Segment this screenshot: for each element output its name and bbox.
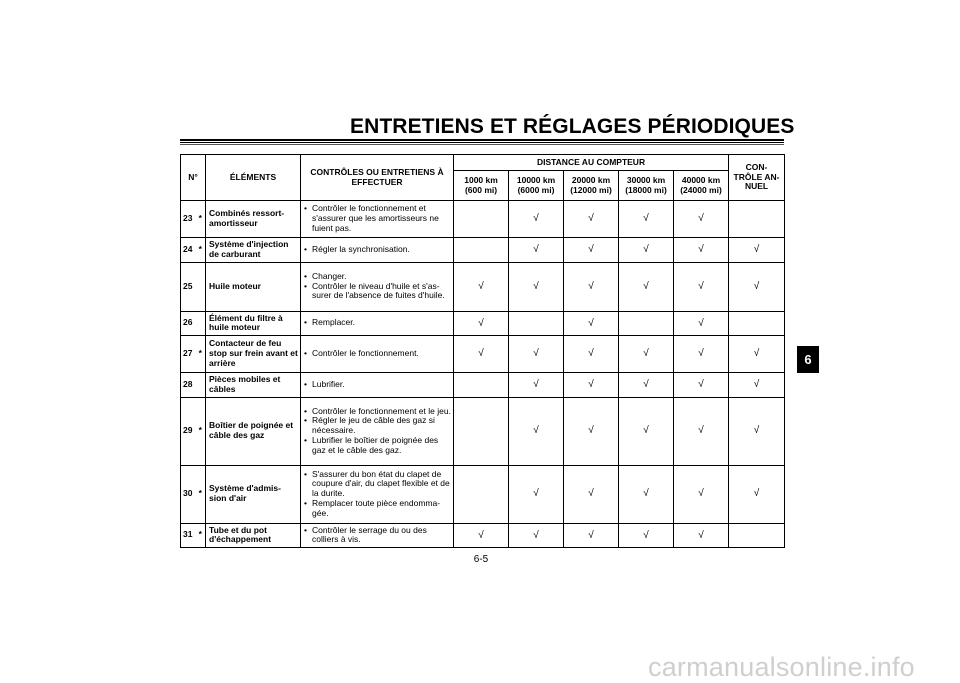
row-number: 27 bbox=[181, 336, 196, 373]
table-body bbox=[181, 201, 785, 548]
check-distance-3: √ bbox=[564, 336, 619, 373]
title-rule-2 bbox=[180, 142, 784, 143]
table-row bbox=[181, 373, 785, 398]
table-row bbox=[181, 201, 785, 238]
check-distance-5: √ bbox=[674, 311, 729, 336]
control-item: • Contrôler le fonctionnement. bbox=[304, 349, 451, 359]
row-dealer-mark bbox=[196, 262, 206, 311]
row-controls bbox=[301, 262, 454, 311]
header-dist-2: 10000 km (6000 mi) bbox=[509, 171, 564, 201]
control-item: • Remplacer. bbox=[304, 318, 451, 328]
control-item: • Changer. bbox=[304, 272, 451, 282]
row-element: Combinés ressort-amortisseur bbox=[206, 201, 301, 238]
row-controls bbox=[301, 336, 454, 373]
check-annual: √ bbox=[729, 336, 785, 373]
check-distance-3: √ bbox=[564, 465, 619, 523]
header-dist-3: 20000 km (12000 mi) bbox=[564, 171, 619, 201]
controls-list bbox=[304, 272, 451, 301]
title-rule bbox=[180, 139, 784, 141]
control-item: • Remplacer toute pièce endomma-gée. bbox=[304, 499, 451, 519]
check-distance-1: √ bbox=[454, 311, 509, 336]
header-elements: ÉLÉMENTS bbox=[206, 155, 301, 201]
controls-list bbox=[304, 526, 451, 546]
row-dealer-mark: * bbox=[196, 397, 206, 465]
table-row bbox=[181, 523, 785, 548]
row-dealer-mark: * bbox=[196, 465, 206, 523]
header-num: N° bbox=[181, 155, 206, 201]
check-distance-4: √ bbox=[619, 238, 674, 263]
row-number: 26 bbox=[181, 311, 196, 336]
check-distance-1 bbox=[454, 238, 509, 263]
check-distance-2: √ bbox=[509, 373, 564, 398]
control-item: • S'assurer du bon état du clapet de coupure d'air, du clapet flexible et de la durite. bbox=[304, 470, 451, 499]
table-row bbox=[181, 336, 785, 373]
check-distance-4: √ bbox=[619, 201, 674, 238]
check-distance-4: √ bbox=[619, 397, 674, 465]
row-number: 25 bbox=[181, 262, 196, 311]
row-element: Tube et du pot d'échappement bbox=[206, 523, 301, 548]
check-distance-5: √ bbox=[674, 373, 729, 398]
check-distance-1 bbox=[454, 373, 509, 398]
check-distance-4: √ bbox=[619, 336, 674, 373]
check-distance-3: √ bbox=[564, 523, 619, 548]
check-annual: √ bbox=[729, 397, 785, 465]
row-element: Contacteur de feu stop sur frein avant et arrière bbox=[206, 336, 301, 373]
chapter-tab: 6 bbox=[797, 346, 819, 373]
check-distance-3: √ bbox=[564, 373, 619, 398]
row-controls bbox=[301, 373, 454, 398]
row-dealer-mark: * bbox=[196, 238, 206, 263]
table-row bbox=[181, 465, 785, 523]
control-item: • Lubrifier. bbox=[304, 380, 451, 390]
check-distance-2: √ bbox=[509, 238, 564, 263]
table-row bbox=[181, 397, 785, 465]
check-annual: √ bbox=[729, 262, 785, 311]
check-distance-5: √ bbox=[674, 397, 729, 465]
check-distance-2 bbox=[509, 311, 564, 336]
controls-list bbox=[304, 470, 451, 519]
check-distance-3: √ bbox=[564, 238, 619, 263]
row-element: Pièces mobiles et câbles bbox=[206, 373, 301, 398]
page-title: ENTRETIENS ET RÉGLAGES PÉRIODIQUES bbox=[350, 115, 795, 138]
check-distance-1 bbox=[454, 201, 509, 238]
controls-list bbox=[304, 349, 451, 359]
check-distance-4: √ bbox=[619, 465, 674, 523]
row-dealer-mark: * bbox=[196, 336, 206, 373]
row-number: 29 bbox=[181, 397, 196, 465]
row-element: Huile moteur bbox=[206, 262, 301, 311]
check-distance-1 bbox=[454, 397, 509, 465]
check-distance-3: √ bbox=[564, 311, 619, 336]
check-distance-2: √ bbox=[509, 201, 564, 238]
page-number: 6-5 bbox=[473, 554, 489, 565]
check-distance-2: √ bbox=[509, 262, 564, 311]
control-item: • Contrôler le serrage du ou des colliers à vis. bbox=[304, 526, 451, 546]
check-distance-4: √ bbox=[619, 262, 674, 311]
row-number: 23 bbox=[181, 201, 196, 238]
check-distance-3: √ bbox=[564, 262, 619, 311]
header-dist-1: 1000 km (600 mi) bbox=[454, 171, 509, 201]
check-distance-5: √ bbox=[674, 238, 729, 263]
check-annual bbox=[729, 523, 785, 548]
control-item: • Contrôler le fonctionnement et s'assurer que les amortisseurs ne fuient pas. bbox=[304, 204, 451, 233]
row-number: 31 bbox=[181, 523, 196, 548]
check-annual bbox=[729, 311, 785, 336]
row-controls bbox=[301, 201, 454, 238]
row-element: Système d'injection de carburant bbox=[206, 238, 301, 263]
row-element: Système d'admis-sion d'air bbox=[206, 465, 301, 523]
row-controls bbox=[301, 397, 454, 465]
controls-list bbox=[304, 245, 451, 255]
check-distance-3: √ bbox=[564, 201, 619, 238]
row-element: Boîtier de poignée et câble des gaz bbox=[206, 397, 301, 465]
header-dist-5: 40000 km (24000 mi) bbox=[674, 171, 729, 201]
check-annual: √ bbox=[729, 373, 785, 398]
controls-list bbox=[304, 407, 451, 456]
row-dealer-mark bbox=[196, 311, 206, 336]
control-item: • Contrôler le niveau d'huile et s'as-surer de l'absence de fuites d'huile. bbox=[304, 282, 451, 302]
row-controls bbox=[301, 465, 454, 523]
control-item: • Contrôler le fonctionnement et le jeu. bbox=[304, 407, 451, 417]
header-controls: CONTRÔLES OU ENTRETIENS À EFFECTUER bbox=[301, 155, 454, 201]
check-distance-1 bbox=[454, 465, 509, 523]
controls-list bbox=[304, 318, 451, 328]
check-distance-4 bbox=[619, 311, 674, 336]
check-distance-5: √ bbox=[674, 465, 729, 523]
check-distance-5: √ bbox=[674, 523, 729, 548]
check-distance-1: √ bbox=[454, 336, 509, 373]
check-distance-2: √ bbox=[509, 336, 564, 373]
check-distance-5: √ bbox=[674, 336, 729, 373]
check-annual: √ bbox=[729, 465, 785, 523]
control-item: • Régler la synchronisation. bbox=[304, 245, 451, 255]
check-distance-4: √ bbox=[619, 523, 674, 548]
check-annual: √ bbox=[729, 238, 785, 263]
controls-list bbox=[304, 204, 451, 233]
header-annual: CON- TRÔLE AN- NUEL bbox=[729, 155, 785, 201]
check-distance-4: √ bbox=[619, 373, 674, 398]
check-annual bbox=[729, 201, 785, 238]
table-row bbox=[181, 238, 785, 263]
check-distance-1: √ bbox=[454, 262, 509, 311]
table-row bbox=[181, 311, 785, 336]
check-distance-3: √ bbox=[564, 397, 619, 465]
title-rule-3 bbox=[180, 144, 784, 145]
row-dealer-mark: * bbox=[196, 523, 206, 548]
check-distance-2: √ bbox=[509, 465, 564, 523]
row-controls bbox=[301, 238, 454, 263]
maintenance-table bbox=[180, 154, 785, 548]
control-item: • Régler le jeu de câble des gaz si nécessaire. bbox=[304, 416, 451, 436]
header-dist-4: 30000 km (18000 mi) bbox=[619, 171, 674, 201]
control-item: • Lubrifier le boîtier de poignée des gaz et le câble des gaz. bbox=[304, 436, 451, 456]
row-controls bbox=[301, 311, 454, 336]
row-element: Élément du filtre à huile moteur bbox=[206, 311, 301, 336]
check-distance-2: √ bbox=[509, 397, 564, 465]
row-controls bbox=[301, 523, 454, 548]
check-distance-5: √ bbox=[674, 201, 729, 238]
watermark-text: carmanualsonline.info bbox=[648, 652, 915, 682]
row-dealer-mark bbox=[196, 373, 206, 398]
row-dealer-mark: * bbox=[196, 201, 206, 238]
row-number: 24 bbox=[181, 238, 196, 263]
row-number: 28 bbox=[181, 373, 196, 398]
check-distance-1: √ bbox=[454, 523, 509, 548]
check-distance-2: √ bbox=[509, 523, 564, 548]
check-distance-5: √ bbox=[674, 262, 729, 311]
table-row bbox=[181, 262, 785, 311]
header-distance: DISTANCE AU COMPTEUR bbox=[454, 155, 729, 171]
controls-list bbox=[304, 380, 451, 390]
row-number: 30 bbox=[181, 465, 196, 523]
